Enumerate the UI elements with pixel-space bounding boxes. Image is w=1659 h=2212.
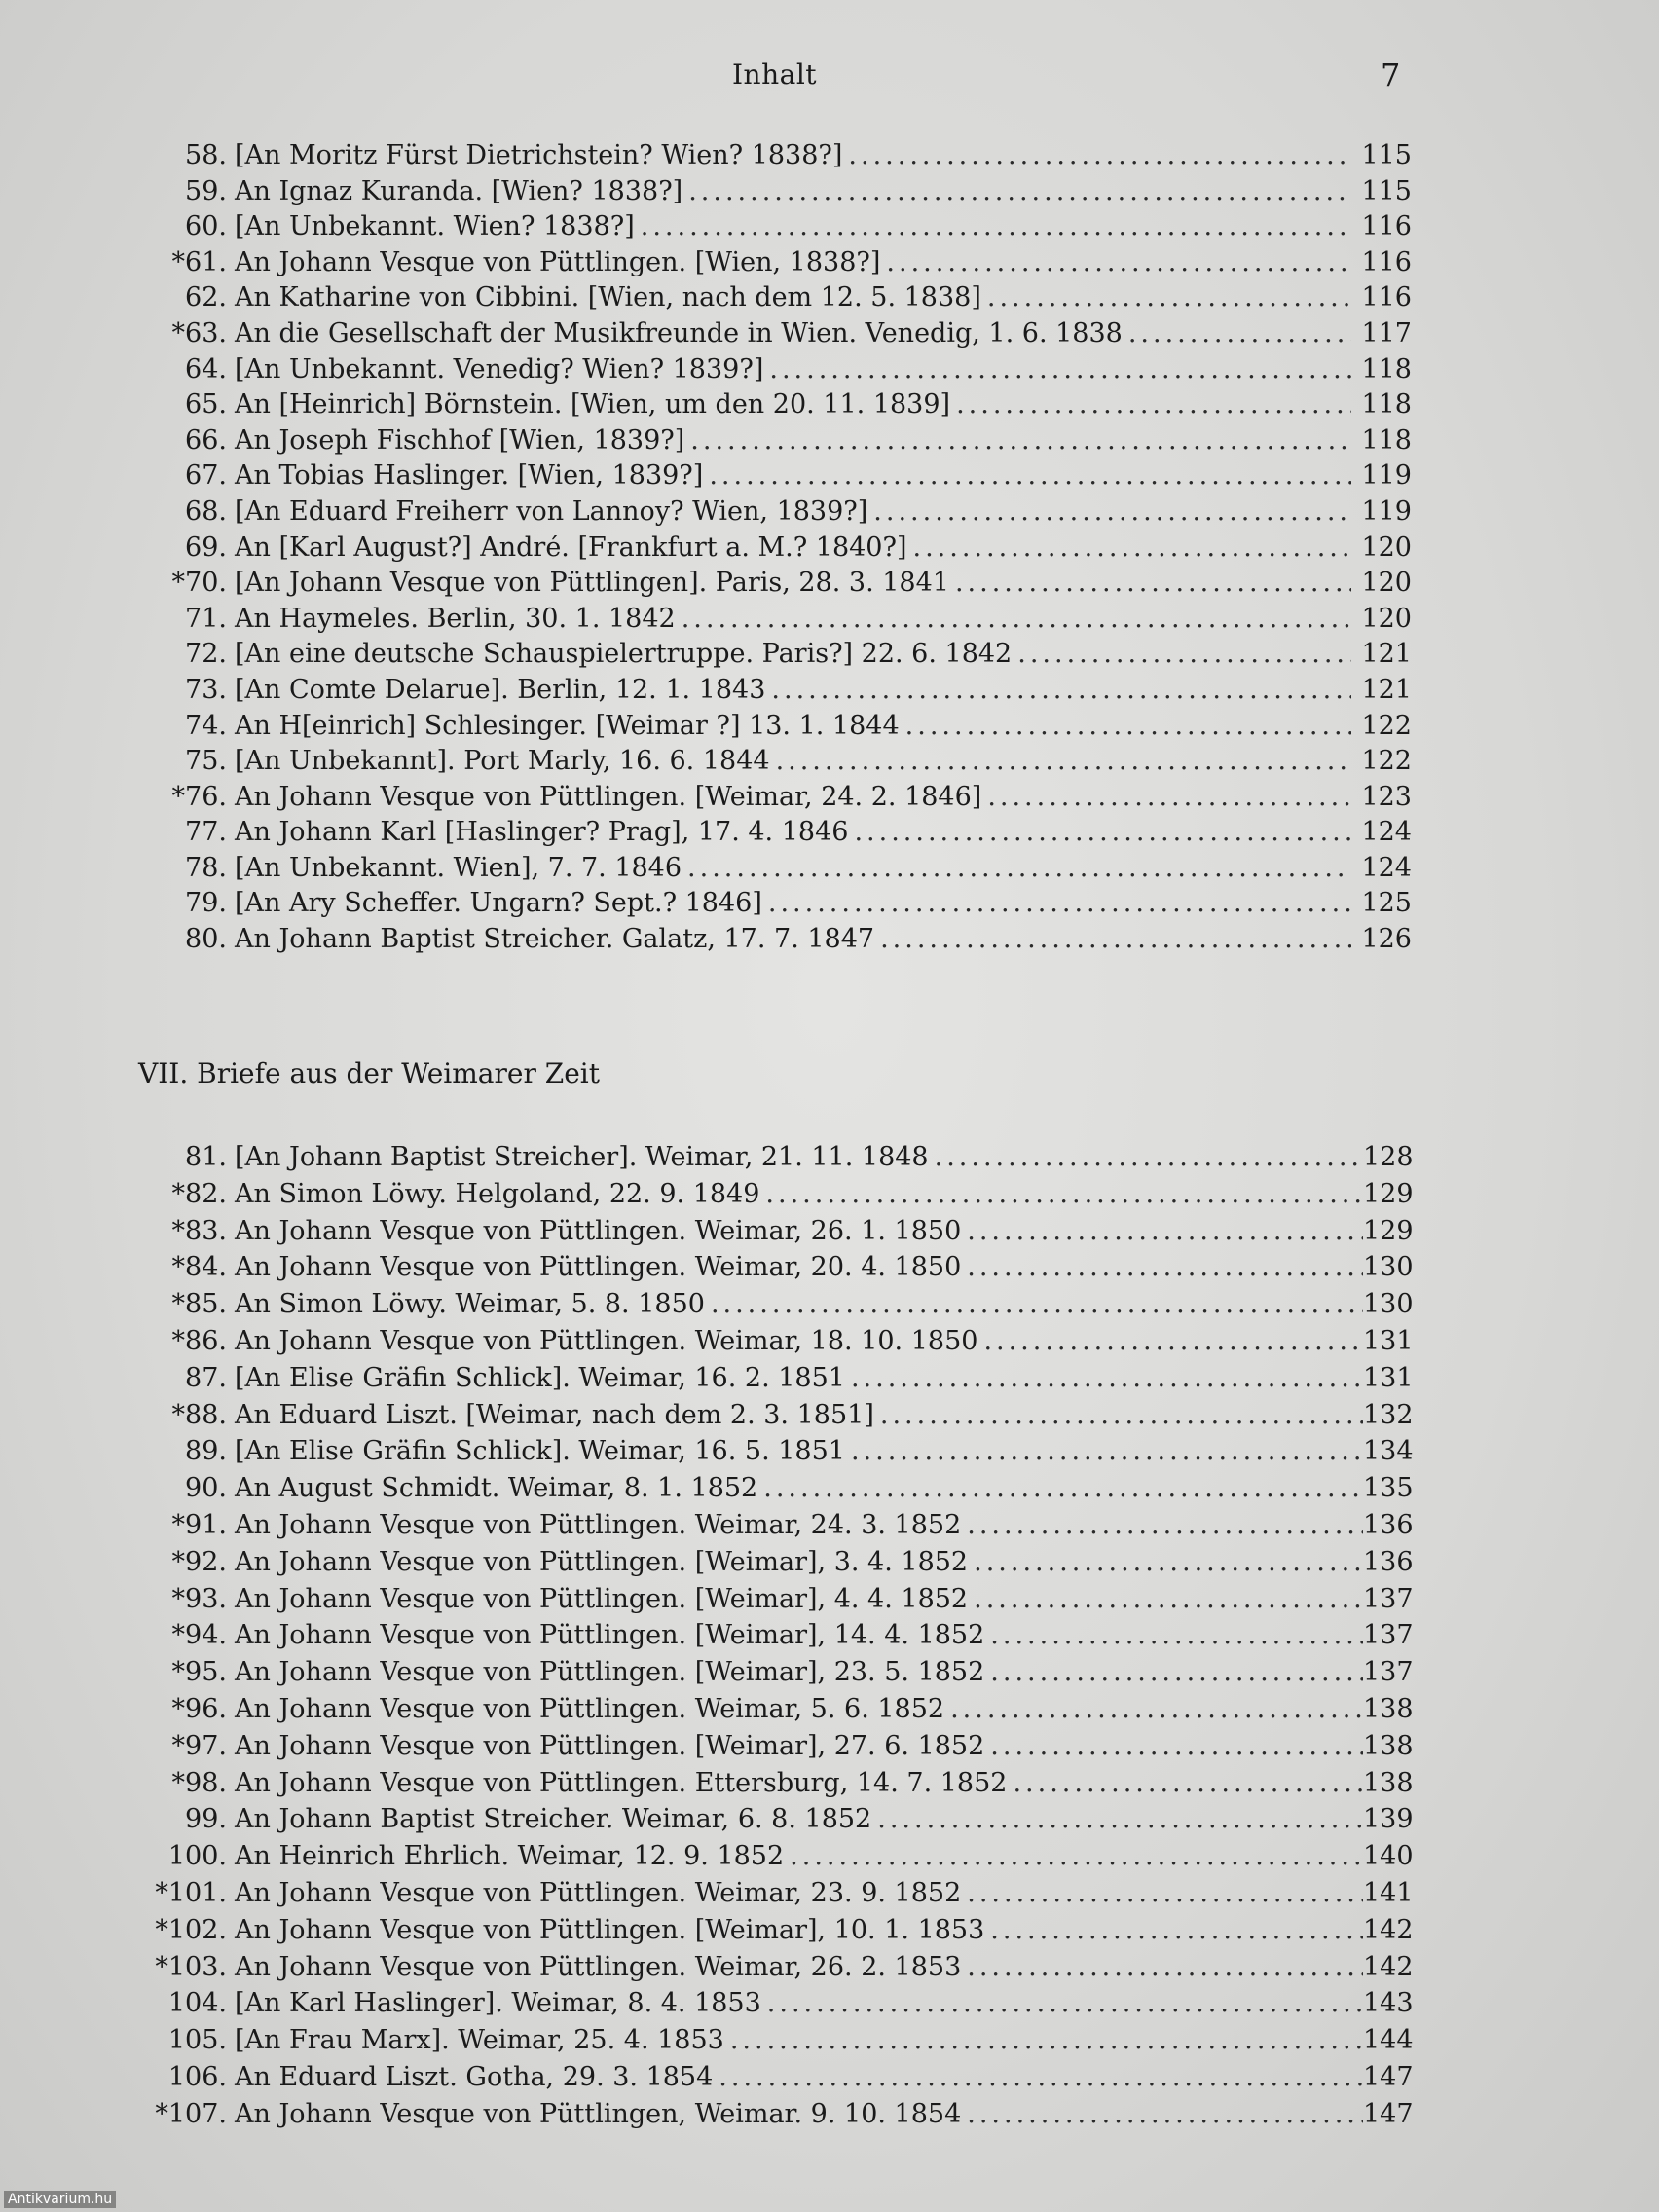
entry-title: An Johann Vesque von Püttlingen. Ettersburg, 14. 7. 1852	[235, 1767, 1008, 1798]
entry-page: 117	[1361, 317, 1412, 349]
entry-title: An Johann Vesque von Püttlingen. Weimar, 24. 3. 1852	[235, 1509, 962, 1540]
dot-leader	[967, 1875, 1363, 1912]
dot-leader	[767, 1985, 1363, 2022]
entry-page: 120	[1361, 532, 1412, 563]
entry-title: An die Gesellschaft der Musikfreunde in Wien. Venedig, 1. 6. 1838	[235, 317, 1123, 349]
entry-title: An Johann Vesque von Püttlingen. Weimar, 23. 9. 1852	[235, 1877, 962, 1908]
entry-page: 142	[1363, 1951, 1414, 1982]
toc-entry	[136, 1507, 1412, 1544]
entry-page: 138	[1363, 1693, 1414, 1724]
dot-leader	[967, 1507, 1363, 1544]
entry-title: [An Ary Scheffer. Ungarn? Sept.? 1846]	[235, 888, 762, 919]
toc-entry	[136, 1323, 1412, 1360]
entry-page: 118	[1361, 389, 1412, 421]
entry-page: 139	[1363, 1804, 1414, 1835]
entry-page: 137	[1363, 1583, 1414, 1614]
dot-leader	[709, 459, 1351, 495]
dot-leader	[974, 1544, 1363, 1581]
entry-number: *107.	[155, 2098, 227, 2129]
entry-page: 116	[1361, 211, 1412, 242]
dot-leader	[990, 1654, 1363, 1691]
toc-entry	[136, 2022, 1412, 2059]
dot-leader	[730, 2022, 1363, 2059]
entry-page: 116	[1361, 282, 1412, 313]
entry-number: *94.	[171, 1620, 227, 1651]
entry-title: [An Moritz Fürst Dietrichstein? Wien? 1838?]	[235, 140, 843, 170]
entry-page: 142	[1363, 1914, 1414, 1945]
toc-list-part2	[136, 1139, 1412, 2133]
entry-page: 119	[1361, 461, 1412, 492]
entry-number: 105.	[167, 2025, 227, 2056]
toc-entry	[136, 1765, 1412, 1802]
entry-page: 137	[1363, 1657, 1414, 1688]
entry-title: [An Elise Gräfin Schlick]. Weimar, 16. 5. 1851	[235, 1436, 845, 1467]
entry-number: *92.	[171, 1546, 227, 1577]
entry-number: 68.	[185, 496, 227, 527]
dot-leader	[950, 1691, 1363, 1728]
entry-page: 124	[1361, 852, 1412, 883]
dot-leader	[776, 744, 1351, 780]
entry-title: An Simon Löwy. Helgoland, 22. 9. 1849	[235, 1178, 760, 1209]
section-heading: VII. Briefe aus der Weimarer Zeit	[138, 1057, 600, 1089]
toc-entry	[136, 1912, 1412, 1949]
toc-entry	[136, 174, 1412, 210]
toc-entry	[136, 1176, 1412, 1213]
toc-list-part1	[136, 138, 1412, 958]
entry-number: 67.	[185, 461, 227, 492]
dot-leader	[990, 1912, 1363, 1949]
entry-title: An Joseph Fischhof [Wien, 1839?]	[235, 424, 685, 456]
entry-number: 89.	[185, 1436, 227, 1467]
entry-title: [An Unbekannt]. Port Marly, 16. 6. 1844	[235, 746, 770, 777]
dot-leader	[1017, 637, 1351, 673]
dot-leader	[956, 387, 1351, 424]
dot-leader	[641, 209, 1351, 245]
entry-page: 129	[1363, 1215, 1414, 1246]
toc-entry	[136, 1213, 1412, 1250]
entry-number: 60.	[185, 211, 227, 242]
entry-number: 64.	[185, 353, 227, 385]
entry-page: 125	[1361, 888, 1412, 919]
dot-leader	[851, 1433, 1363, 1470]
entry-page: 147	[1363, 2098, 1414, 2129]
entry-number: 59.	[185, 175, 227, 206]
dot-leader	[935, 1139, 1363, 1176]
entry-title: [An Karl Haslinger]. Weimar, 8. 4. 1853	[235, 1988, 761, 2019]
dot-leader	[886, 245, 1351, 281]
entry-number: *103.	[155, 1951, 227, 1982]
entry-number: *63.	[171, 317, 227, 349]
entry-title: An Johann Vesque von Püttlingen. [Weimar], 3. 4. 1852	[235, 1546, 969, 1577]
toc-entry	[136, 1581, 1412, 1618]
entry-title: An Johann Vesque von Püttlingen. [Weimar], 14. 4. 1852	[235, 1620, 985, 1651]
entry-number: 80.	[185, 924, 227, 955]
entry-number: 81.	[185, 1142, 227, 1172]
entry-page: 131	[1363, 1325, 1414, 1356]
toc-entry	[136, 886, 1412, 922]
entry-number: 106.	[167, 2061, 227, 2092]
entry-title: An Johann Vesque von Püttlingen. [Weimar], 4. 4. 1852	[235, 1583, 969, 1614]
entry-number: 62.	[185, 282, 227, 313]
entry-number: 72.	[185, 639, 227, 670]
entry-page: 120	[1361, 568, 1412, 599]
entry-page: 137	[1363, 1620, 1414, 1651]
toc-entry	[136, 2096, 1412, 2133]
entry-number: 75.	[185, 746, 227, 777]
dot-leader	[990, 1728, 1363, 1765]
dot-leader	[967, 1249, 1363, 1286]
dot-leader	[987, 280, 1351, 316]
dot-leader	[848, 138, 1351, 174]
toc-entry	[136, 602, 1412, 638]
dot-leader	[880, 922, 1351, 958]
dot-leader	[719, 2059, 1363, 2096]
entry-number: *70.	[171, 568, 227, 599]
entry-number: 58.	[185, 140, 227, 170]
entry-number: 99.	[185, 1804, 227, 1835]
entry-page: 141	[1363, 1877, 1414, 1908]
dot-leader	[873, 495, 1351, 531]
toc-entry	[136, 1249, 1412, 1286]
toc-entry	[136, 1544, 1412, 1581]
dot-leader	[854, 815, 1351, 851]
entry-title: [An Comte Delarue]. Berlin, 12. 1. 1843	[235, 674, 766, 705]
toc-entry	[136, 637, 1412, 673]
dot-leader	[955, 566, 1351, 602]
toc-entry	[136, 1433, 1412, 1470]
entry-number: *96.	[171, 1693, 227, 1724]
toc-entry	[136, 566, 1412, 602]
entry-page: 143	[1363, 1988, 1414, 2019]
dot-leader	[877, 1801, 1363, 1838]
entry-title: [An Johann Baptist Streicher]. Weimar, 21. 11. 1848	[235, 1142, 929, 1172]
toc-entry	[136, 1286, 1412, 1323]
dot-leader	[967, 1213, 1363, 1250]
entry-title: An Johann Vesque von Püttlingen. Weimar, 26. 2. 1853	[235, 1951, 962, 1982]
entry-number: 78.	[185, 852, 227, 883]
toc-entry	[136, 459, 1412, 495]
dot-leader	[987, 780, 1351, 816]
entry-number: *76.	[171, 781, 227, 812]
entry-title: An Johann Baptist Streicher. Galatz, 17. 7. 1847	[235, 924, 875, 955]
toc-entry	[136, 815, 1412, 851]
dot-leader	[967, 2096, 1363, 2133]
entry-page: 119	[1361, 496, 1412, 527]
toc-entry	[136, 245, 1412, 281]
toc-entry	[136, 280, 1412, 316]
entry-page: 124	[1361, 817, 1412, 848]
dot-leader	[983, 1323, 1363, 1360]
entry-number: *85.	[171, 1289, 227, 1320]
entry-title: An Johann Vesque von Püttlingen. [Weimar], 23. 5. 1852	[235, 1657, 985, 1688]
page-number: 7	[1381, 56, 1401, 93]
entry-page: 126	[1361, 924, 1412, 955]
entry-title: An Johann Vesque von Püttlingen. [Weimar], 10. 1. 1853	[235, 1914, 985, 1945]
entry-number: 74.	[185, 710, 227, 741]
toc-entry	[136, 1838, 1412, 1875]
entry-number: 69.	[185, 532, 227, 563]
entry-number: *98.	[171, 1767, 227, 1798]
entry-title: An Johann Baptist Streicher. Weimar, 6. 8. 1852	[235, 1804, 872, 1835]
entry-page: 134	[1363, 1436, 1414, 1467]
dot-leader	[711, 1286, 1363, 1323]
running-title: Inhalt	[732, 58, 818, 91]
entry-page: 116	[1361, 246, 1412, 277]
dot-leader	[768, 886, 1351, 922]
toc-entry	[136, 744, 1412, 780]
entry-page: 138	[1363, 1767, 1414, 1798]
entry-title: An Tobias Haslinger. [Wien, 1839?]	[235, 461, 704, 492]
dot-leader	[688, 174, 1351, 210]
dot-leader	[1128, 316, 1351, 352]
entry-number: *86.	[171, 1325, 227, 1356]
dot-leader	[913, 531, 1352, 567]
toc-entry	[136, 387, 1412, 424]
running-head	[0, 55, 1659, 97]
entry-title: An August Schmidt. Weimar, 8. 1. 1852	[235, 1473, 758, 1504]
entry-number: *61.	[171, 246, 227, 277]
entry-title: An Johann Vesque von Püttlingen, Weimar. 9. 10. 1854	[235, 2098, 962, 2129]
entry-page: 115	[1361, 175, 1412, 206]
entry-page: 144	[1363, 2025, 1414, 2056]
toc-entry	[136, 209, 1412, 245]
toc-entry	[136, 2059, 1412, 2096]
entry-page: 121	[1361, 639, 1412, 670]
entry-number: *97.	[171, 1730, 227, 1761]
toc-entry	[136, 1801, 1412, 1838]
entry-title: [An eine deutsche Schauspielertruppe. Paris?] 22. 6. 1842	[235, 639, 1013, 670]
entry-number: 79.	[185, 888, 227, 919]
entry-title: [An Unbekannt. Venedig? Wien? 1839?]	[235, 353, 764, 385]
toc-entry	[136, 709, 1412, 745]
entry-number: 77.	[185, 817, 227, 848]
entry-page: 115	[1361, 140, 1412, 170]
entry-number: 65.	[185, 389, 227, 421]
entry-page: 123	[1361, 781, 1412, 812]
entry-title: An Ignaz Kuranda. [Wien? 1838?]	[235, 175, 683, 206]
entry-title: [An Frau Marx]. Weimar, 25. 4. 1853	[235, 2025, 724, 2056]
entry-page: 120	[1361, 603, 1412, 634]
entry-title: An [Heinrich] Börnstein. [Wien, um den 20. 11. 1839]	[235, 389, 951, 421]
toc-entry	[136, 352, 1412, 388]
entry-number: *82.	[171, 1178, 227, 1209]
entry-title: An Simon Löwy. Weimar, 5. 8. 1850	[235, 1289, 705, 1320]
dot-leader	[765, 1176, 1363, 1213]
entry-title: An Johann Vesque von Püttlingen. Weimar, 18. 10. 1850	[235, 1325, 978, 1356]
entry-page: 122	[1361, 746, 1412, 777]
toc-entry	[136, 1617, 1412, 1654]
entry-page: 129	[1363, 1178, 1414, 1209]
entry-number: 66.	[185, 424, 227, 456]
entry-number: 104.	[167, 1988, 227, 2019]
toc-entry	[136, 316, 1412, 352]
dot-leader	[790, 1838, 1363, 1875]
dot-leader	[851, 1360, 1363, 1397]
entry-page: 132	[1363, 1399, 1414, 1430]
entry-page: 140	[1363, 1841, 1414, 1872]
entry-number: *84.	[171, 1252, 227, 1283]
toc-entry	[136, 1139, 1412, 1176]
entry-title: An Johann Vesque von Püttlingen. Weimar, 20. 4. 1850	[235, 1252, 962, 1283]
dot-leader	[1013, 1765, 1363, 1802]
dot-leader	[763, 1470, 1363, 1507]
entry-page: 130	[1363, 1252, 1414, 1283]
entry-number: *102.	[155, 1914, 227, 1945]
entry-number: *95.	[171, 1657, 227, 1688]
entry-title: An Eduard Liszt. [Weimar, nach dem 2. 3. 1851]	[235, 1399, 874, 1430]
entry-page: 121	[1361, 674, 1412, 705]
toc-entry	[136, 851, 1412, 887]
entry-page: 147	[1363, 2061, 1414, 2092]
entry-number: 90.	[185, 1473, 227, 1504]
toc-entry	[136, 673, 1412, 709]
entry-number: 87.	[185, 1362, 227, 1393]
dot-leader	[905, 709, 1351, 745]
entry-number: 100.	[167, 1841, 227, 1872]
entry-title: An Heinrich Ehrlich. Weimar, 12. 9. 1852	[235, 1841, 785, 1872]
dot-leader	[690, 424, 1351, 460]
toc-entry	[136, 1985, 1412, 2022]
entry-page: 136	[1363, 1509, 1414, 1540]
entry-number: *88.	[171, 1399, 227, 1430]
entry-title: An Haymeles. Berlin, 30. 1. 1842	[235, 603, 676, 634]
entry-page: 128	[1363, 1142, 1414, 1172]
entry-title: [An Unbekannt. Wien? 1838?]	[235, 211, 635, 242]
entry-title: An Johann Karl [Haslinger? Prag], 17. 4. 1846	[235, 817, 849, 848]
entry-page: 122	[1361, 710, 1412, 741]
entry-title: An Johann Vesque von Püttlingen. Weimar, 26. 1. 1850	[235, 1215, 962, 1246]
watermark: Antikvarium.hu	[4, 2191, 116, 2208]
entry-page: 131	[1363, 1362, 1414, 1393]
toc-entry	[136, 780, 1412, 816]
toc-entry	[136, 1360, 1412, 1397]
entry-number: *83.	[171, 1215, 227, 1246]
dot-leader	[687, 851, 1351, 887]
toc-entry	[136, 531, 1412, 567]
entry-page: 118	[1361, 353, 1412, 385]
toc-entry	[136, 138, 1412, 174]
dot-leader	[769, 352, 1351, 388]
dot-leader	[967, 1949, 1363, 1986]
toc-entry	[136, 1397, 1412, 1434]
toc-entry	[136, 495, 1412, 531]
entry-title: An Johann Vesque von Püttlingen. [Weimar, 24. 2. 1846]	[235, 781, 982, 812]
toc-entry	[136, 1949, 1412, 1986]
dot-leader	[974, 1581, 1363, 1618]
toc-entry	[136, 424, 1412, 460]
toc-entry	[136, 1691, 1412, 1728]
entry-title: An Johann Vesque von Püttlingen. [Wien, 1838?]	[235, 246, 881, 277]
dot-leader	[682, 602, 1351, 638]
entry-number: 73.	[185, 674, 227, 705]
dot-leader	[880, 1397, 1363, 1434]
entry-page: 118	[1361, 424, 1412, 456]
entry-page: 130	[1363, 1289, 1414, 1320]
entry-title: [An Johann Vesque von Püttlingen]. Paris, 28. 3. 1841	[235, 568, 949, 599]
entry-number: *101.	[155, 1877, 227, 1908]
entry-page: 136	[1363, 1546, 1414, 1577]
toc-entry	[136, 1654, 1412, 1691]
entry-number: 71.	[185, 603, 227, 634]
toc-entry	[136, 1728, 1412, 1765]
toc-entry	[136, 922, 1412, 958]
entry-title: An [Karl August?] André. [Frankfurt a. M.? 1840?]	[235, 532, 907, 563]
entry-title: An Eduard Liszt. Gotha, 29. 3. 1854	[235, 2061, 714, 2092]
toc-entry	[136, 1875, 1412, 1912]
entry-title: An Johann Vesque von Püttlingen. Weimar, 5. 6. 1852	[235, 1693, 945, 1724]
entry-title: An Johann Vesque von Püttlingen. [Weimar], 27. 6. 1852	[235, 1730, 985, 1761]
entry-page: 135	[1363, 1473, 1414, 1504]
entry-title: An Katharine von Cibbini. [Wien, nach dem 12. 5. 1838]	[235, 282, 981, 313]
dot-leader	[771, 673, 1351, 709]
entry-title: [An Elise Gräfin Schlick]. Weimar, 16. 2. 1851	[235, 1362, 845, 1393]
dot-leader	[990, 1617, 1363, 1654]
entry-number: *93.	[171, 1583, 227, 1614]
entry-title: [An Unbekannt. Wien], 7. 7. 1846	[235, 852, 682, 883]
entry-page: 138	[1363, 1730, 1414, 1761]
entry-number: *91.	[171, 1509, 227, 1540]
toc-entry	[136, 1470, 1412, 1507]
entry-title: [An Eduard Freiherr von Lannoy? Wien, 1839?]	[235, 496, 868, 527]
entry-title: An H[einrich] Schlesinger. [Weimar ?] 13. 1. 1844	[235, 710, 900, 741]
